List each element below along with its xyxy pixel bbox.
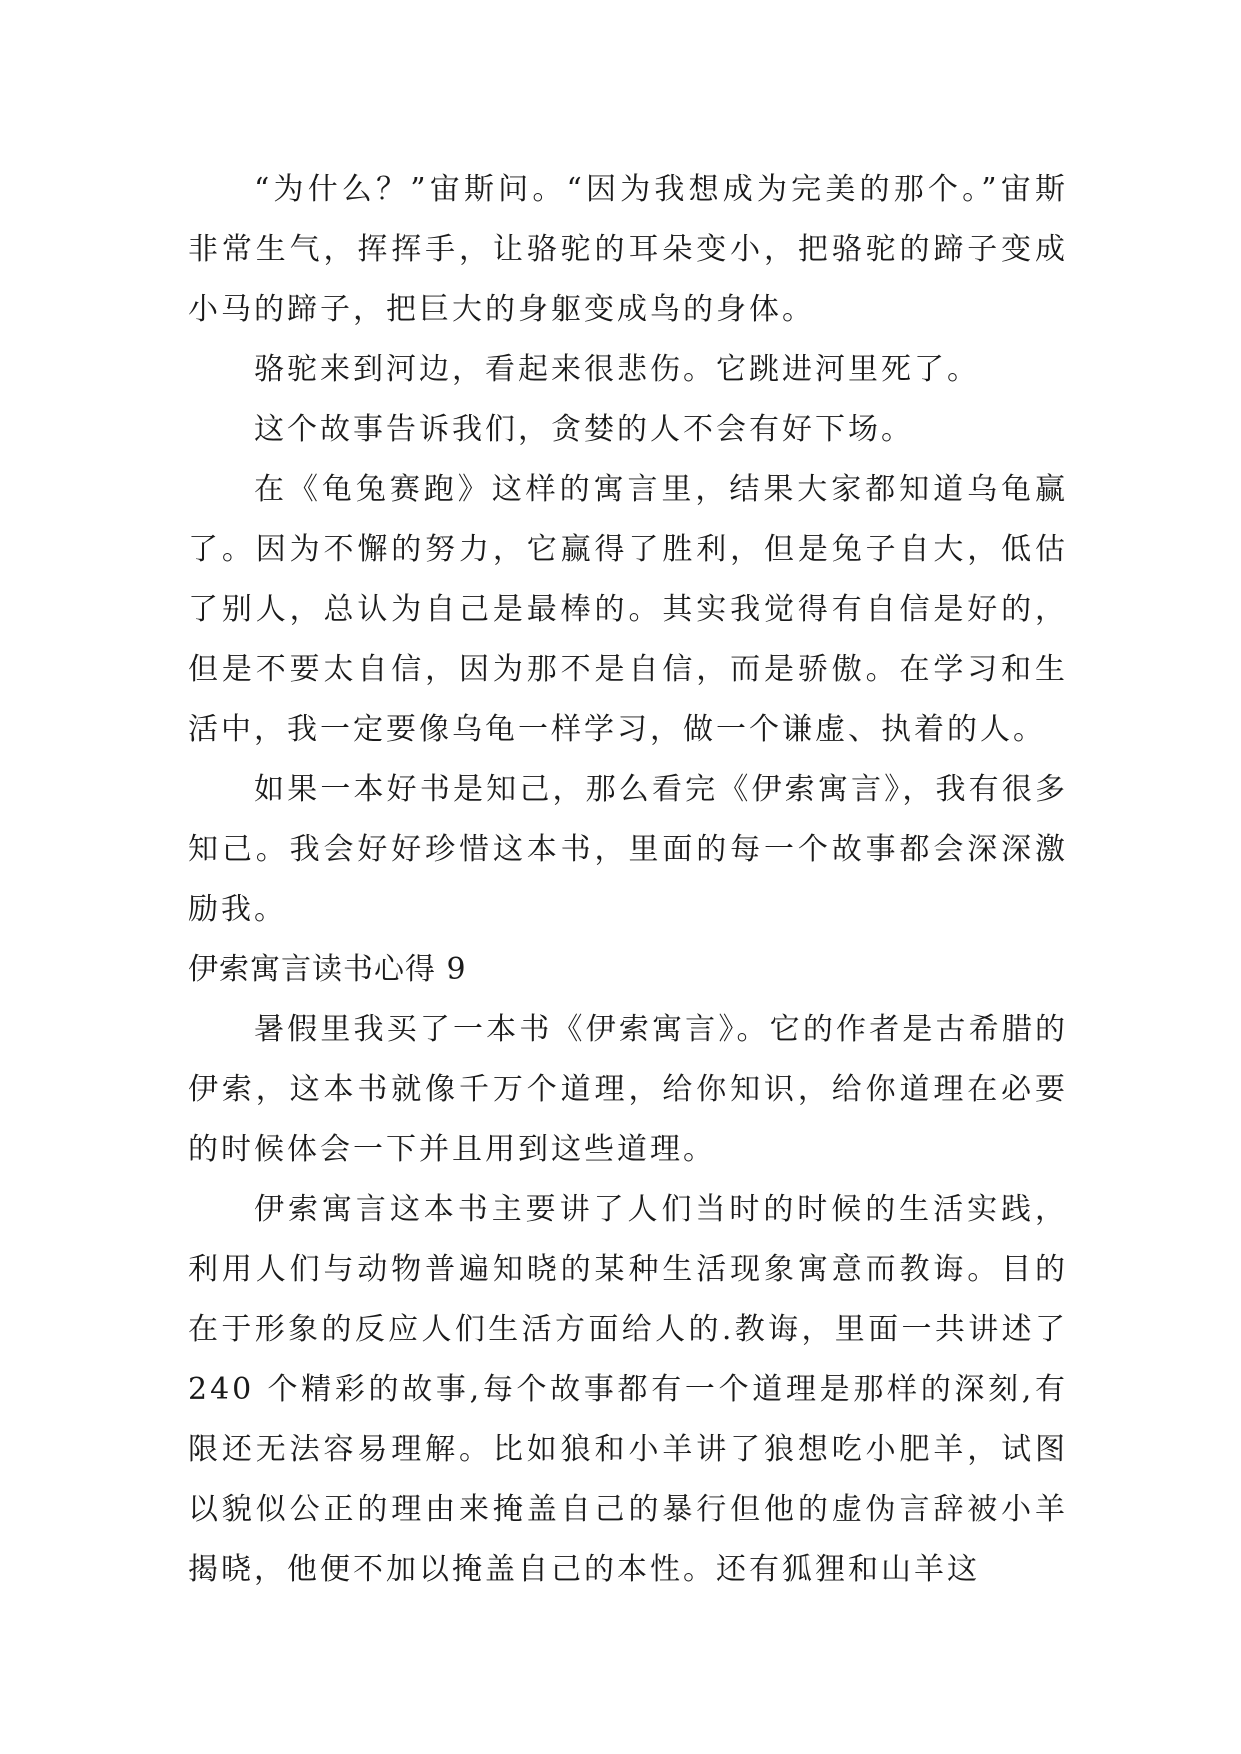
paragraph-summer-book: 暑假里我买了一本书《伊索寓言》。它的作者是古希腊的伊索，这本书就像千万个道理，给你知识，给你道理在必要的时候体会一下并且用到这些道理。 bbox=[188, 1012, 1068, 1167]
paragraph-zeus-camel: “为什么？”宙斯问。“因为我想成为完美的那个。”宙斯非常生气，挥挥手，让骆驼的耳朵变小，把骆驼的蹄子变成小马的蹄子，把巨大的身躯变成鸟的身体。 bbox=[188, 172, 1068, 327]
section-title: 伊索寓言读书心得 9 bbox=[188, 952, 467, 987]
paragraph-tortoise-hare: 在《龟兔赛跑》这样的寓言里，结果大家都知道乌龟赢了。因为不懈的努力，它赢得了胜利，但是兔子自大，低估了别人，总认为自己是最棒的。其实我觉得有自信是好的，但是不要太自信，因为那不是自信，而是骄傲。在学习和生活中，我一定要像乌龟一样学习，做一个谦虚、执着的人。 bbox=[188, 472, 1068, 747]
document-body bbox=[188, 160, 1068, 1600]
paragraph-book-content: 伊索寓言这本书主要讲了人们当时的时候的生活实践，利用人们与动物普遍知晓的某种生活现象寓意而教诲。目的在于形象的反应人们生活方面给人的.教诲，里面一共讲述了 240 个精彩的故事,每个故事都有一个道理是那样的深刻,有限还无法容易理解。比如狼和小羊讲了狼想吃小肥羊，试图以貌似公正的理由来掩盖自己的暴行但他的虚伪言辞被小羊揭晓，他便不加以掩盖自己的本性。还有狐狸和山羊这 bbox=[188, 1192, 1068, 1587]
paragraph-moral-greed: 这个故事告诉我们，贪婪的人不会有好下场。 bbox=[254, 412, 914, 447]
paragraph-good-book: 如果一本好书是知己，那么看完《伊索寓言》，我有很多知己。我会好好珍惜这本书，里面的每一个故事都会深深激励我。 bbox=[188, 772, 1068, 927]
paragraph-camel-river: 骆驼来到河边，看起来很悲伤。它跳进河里死了。 bbox=[254, 352, 980, 387]
